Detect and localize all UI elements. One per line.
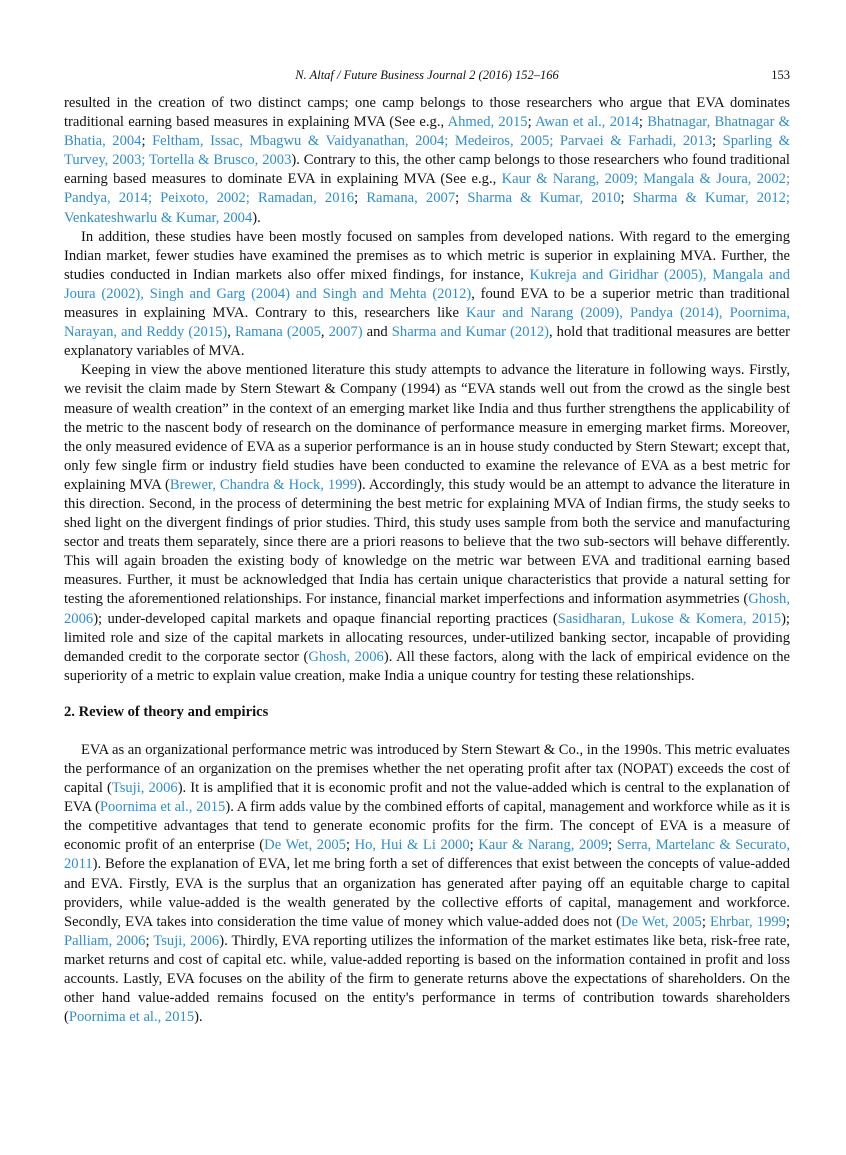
paragraph-text: ). Thirdly, EVA reporting utilizes the information of the market estimates like beta, risk-free rate, market returns and cost of capital etc. while, value-added reporting is based on the information contained in profit and loss accounts. Lastly, EVA focuses on the ability of the firm to generate returns above the expectations of shareholders. On the other hand value-added remains focused on the entity's performance in terms of contribution towards shareholders (: [64, 932, 790, 1026]
citation-link[interactable]: Sharma & Kumar, 2010: [467, 190, 621, 207]
citation-link[interactable]: Sasidharan, Lukose & Komera, 2015: [557, 610, 782, 627]
paragraph: [64, 94, 790, 228]
citation-link[interactable]: Palliam, 2006: [64, 932, 146, 949]
paragraph-text: ). A firm adds value by the combined efforts of capital, management and workforce while as it is the competitive advantages that tend to generate economic profits for the firm. The concept of EVA is a measure of economic profit of an enterprise (: [64, 799, 790, 854]
citation-link[interactable]: Sparling & Turvey, 2003; Tortella & Brusco, 2003: [64, 133, 790, 169]
paragraph-text: , hold that traditional measures are better explanatory variables of MVA.: [64, 324, 791, 360]
paragraph: [64, 741, 790, 1027]
citation-link[interactable]: Brewer, Chandra & Hock, 1999: [169, 476, 358, 493]
paragraph-text: In addition, these studies have been mostly focused on samples from developed nations. With regard to the emerging Indian market, fewer studies have examined the premises as to which metric is superior in explaining MVA. Further, the studies conducted in Indian markets also offer mixed findings, for instance,: [64, 228, 790, 283]
paragraph-text: ,: [227, 324, 235, 341]
paragraph-text: ;: [638, 114, 648, 131]
citation-link[interactable]: Ramana (2005: [234, 324, 321, 341]
citation-link[interactable]: Ramana, 2007: [366, 190, 456, 207]
citation-link[interactable]: Ghosh, 2006: [64, 591, 790, 627]
paragraph-text: ;: [469, 837, 479, 854]
citation-link[interactable]: Ehrbar, 1999: [709, 913, 786, 930]
paragraph-text: ). Accordingly, this study would be an attempt to advance the literature in this direction. Second, in the process of determining the best metric for explaining MVA of Indian firms, the study seeks to shed light on the divergent findings of prior studies. Third, this study uses sample from both the service and manufacturing sector and treats them separately, since there are a priori reasons to believe that the two sub-sectors will behave differently. This will again broaden the existing body of knowledge on the metric war between EVA and traditional earning based measures. Further, it must be acknowledged that India has certain unique characteristics that provide a natural setting for testing the aforementioned relationships. For instance, financial market imperfections and information asymmetries (: [64, 476, 790, 608]
paragraph-text: ); limited role and size of the capital markets in allocating resources, under-utilized banking sector, incapable of providing demanded credit to the corporate sector (: [64, 610, 790, 665]
paragraph-text: ). All these factors, along with the lack of empirical evidence on the superiority of a metric to explain value creation, make India a unique country for testing these relationships.: [64, 648, 790, 684]
citation-link[interactable]: Tsuji, 2006: [153, 932, 220, 949]
article-body: [64, 94, 790, 1027]
paragraph-text: ;: [354, 190, 367, 207]
paragraph-text: ;: [701, 913, 710, 930]
citation-link[interactable]: 2007): [328, 324, 363, 341]
paragraph-text: ;: [345, 837, 355, 854]
paragraph-text: ;: [785, 913, 791, 930]
paragraph-text: ;: [455, 190, 468, 207]
paragraph-text: ;: [527, 114, 536, 131]
paragraph-text: ;: [620, 190, 633, 207]
paragraph-text: ;: [145, 932, 154, 949]
citation-link[interactable]: Kaur & Narang, 2009: [478, 837, 609, 854]
citation-link[interactable]: Poornima et al., 2015: [99, 799, 226, 816]
paragraph-text: ,: [320, 324, 329, 341]
paragraph-text: ). Before the explanation of EVA, let me bring forth a set of differences that exist between the concepts of value-added and EVA. Firstly, EVA is the surplus that an organization has generated after paying off an equitable charge to capital providers, while value-added is the wealth generated by the collective efforts of capital, management and workforce. Secondly, EVA takes into consideration the time value of money which value-added does not (: [64, 856, 790, 930]
citation-link[interactable]: Ghosh, 2006: [308, 648, 384, 665]
intro-paragraphs: [64, 94, 790, 686]
citation-link[interactable]: Ho, Hui & Li 2000: [354, 837, 470, 854]
paragraph-text: Keeping in view the above mentioned literature this study attempts to advance the literature in following ways. Firstly, we revisit the claim made by Stern Stewart & Company (1994) as “EVA stands well out from the crowd as the single best measure of wealth creation” in the context of an emerging market like India and thus further strengthens the applicability of the metric to the nascent body of research on the dominance of performance measure in emerging market firms. Moreover, the only measured evidence of EVA as a superior performance is an in house study conducted by Stern Stewart; except that, only few single firm or industry field studies have been conducted to examine the relevance of EVA as a best metric for explaining MVA (: [64, 362, 790, 493]
citation-link[interactable]: Tsuji, 2006: [111, 780, 178, 797]
citation-link[interactable]: De Wet, 2005: [264, 837, 346, 854]
citation-link[interactable]: Bhatnagar, Bhatnagar & Bhatia, 2004: [64, 114, 791, 150]
section-paragraphs: [64, 741, 790, 1027]
paragraph-text: ;: [608, 837, 617, 854]
citation-link[interactable]: Kukreja and Giridhar (2005), Mangala and Joura (2002), Singh and Garg (2004) and Singh and Mehta (2012): [64, 266, 790, 302]
citation-link[interactable]: Serra, Martelanc & Securato, 2011: [64, 837, 791, 873]
running-title: N. Altaf / Future Business Journal 2 (2016) 152–166: [295, 68, 559, 82]
paragraph: [64, 228, 790, 362]
paragraph-text: ;: [712, 133, 723, 150]
page-number: 153: [771, 68, 790, 82]
citation-link[interactable]: Awan et al., 2014: [535, 114, 639, 131]
citation-link[interactable]: Poornima et al., 2015: [68, 1009, 195, 1026]
paragraph-text: ); under-developed capital markets and opaque financial reporting practices (: [93, 610, 558, 627]
paragraph-text: resulted in the creation of two distinct camps; one camp belongs to those researchers who argue that EVA dominates traditional earning based measures in explaining MVA (See e.g.,: [64, 95, 790, 131]
citation-link[interactable]: De Wet, 2005: [620, 913, 702, 930]
paragraph-text: ). Contrary to this, the other camp belongs to those researchers who found traditional earning based measures to dominate EVA in explaining MVA (See e.g.,: [64, 152, 790, 188]
paragraph-text: ).: [194, 1009, 203, 1026]
paragraph-text: ).: [252, 209, 261, 226]
citation-link[interactable]: Sharma & Kumar, 2012; Venkateshwarlu & Kumar, 2004: [64, 190, 790, 226]
citation-link[interactable]: Feltham, Issac, Mbagwu & Vaidyanathan, 2004; Medeiros, 2005; Parvaei & Farhadi, 2013: [152, 133, 713, 150]
section-heading: 2. Review of theory and empirics: [64, 703, 269, 720]
paragraph-text: and: [362, 324, 392, 341]
citation-link[interactable]: Kaur and Narang (2009), Pandya (2014), Poornima, Narayan, and Reddy (2015): [64, 305, 790, 341]
citation-link[interactable]: Sharma and Kumar (2012): [391, 324, 549, 341]
paragraph-text: , found EVA to be a superior metric than traditional measures in explaining MVA. Contrary to this, researchers like: [64, 285, 790, 322]
citation-link[interactable]: Ahmed, 2015: [447, 114, 528, 131]
running-header: [64, 68, 790, 86]
paragraph-text: EVA as an organizational performance metric was introduced by Stern Stewart & Co., in the 1990s. This metric evaluates the performance of an organization on the premises whether the net operating profit after tax (NOPAT) exceeds the cost of capital (: [64, 741, 790, 797]
citation-link[interactable]: Kaur & Narang, 2009; Mangala & Joura, 2002; Pandya, 2014; Peixoto, 2002; Ramadan, 2016: [64, 171, 791, 207]
paragraph: [64, 361, 790, 686]
paragraph-text: ;: [141, 133, 153, 150]
paragraph-text: ). It is amplified that it is economic profit and not the value-added which is central to the explanation of EVA (: [64, 780, 790, 816]
